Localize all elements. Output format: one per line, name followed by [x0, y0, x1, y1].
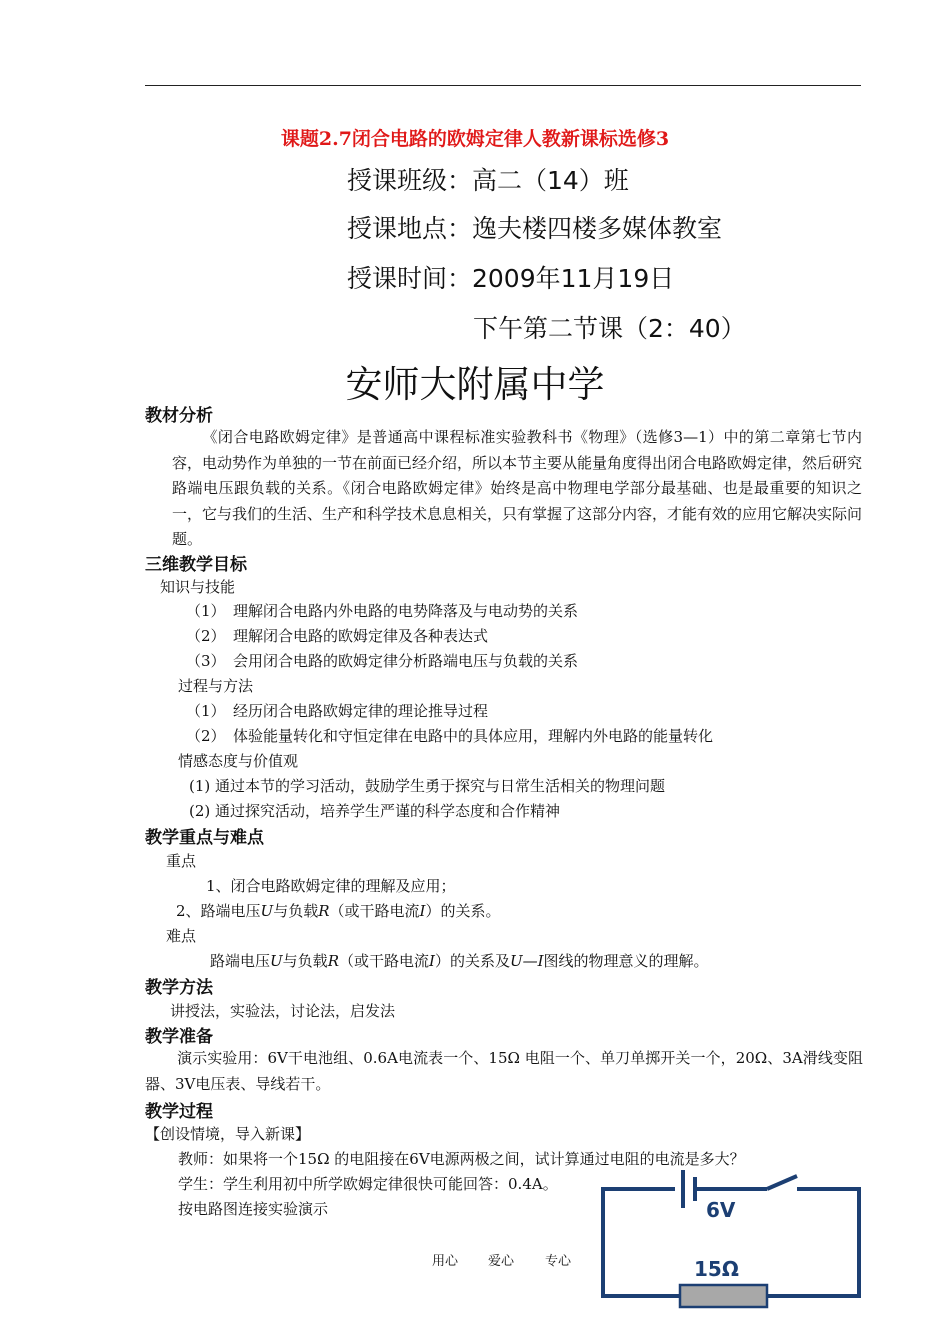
- emotion-item: (1) 通过本节的学习活动，鼓励学生勇于探究与日常生活相关的物理问题: [189, 777, 666, 795]
- material-text: 《闭合电路欧姆定律》是普通高中课程标准实验教科书《物理》（选修3—1）中的第二章第七节内容，电动势作为单独的一节在前面已经介绍，所以本节主要从能量角度得出闭合电路欧姆定律，然后研究路端电压跟负载的关系。《闭合电路欧姆定律》始终是高中物理电学部分最基础、也是最重要的知识之一，它与我们的生活、生产和科学技术息息相关，只有掌握了这部分内容，才能有效的应用它解决实际问题。: [172, 428, 863, 548]
- time-line-2: 下午第二节课（2：40）: [473, 314, 746, 343]
- knowledge-item: （3） 会用闭合电路的欧姆定律分析路端电压与负载的关系: [186, 652, 579, 670]
- method-text: 讲授法，实验法，讨论法，启发法: [170, 1002, 396, 1020]
- switch-blade: [767, 1176, 797, 1189]
- time-line: 授课时间：2009年11月19日: [347, 264, 675, 293]
- process-heading: 教学过程: [145, 1102, 213, 1122]
- prep-text: 演示实验用：6V干电池组、0.6A电流表一个、15Ω 电阻一个、单刀单掷开关一个，20Ω、3A滑线变阻器、3V电压表、导线若干。: [145, 1049, 863, 1093]
- emotion-item: (2) 通过探究活动，培养学生严谨的科学态度和合作精神: [189, 802, 561, 820]
- process-item: （2） 体验能量转化和守恒定律在电路中的具体应用，理解内外电路的能量转化: [186, 727, 714, 745]
- place-line: 授课地点：逸夫楼四楼多媒体教室: [347, 214, 723, 243]
- footer-word: 专心: [545, 1254, 572, 1269]
- battery-label: 6V: [706, 1198, 736, 1222]
- student-line: 学生：学生利用初中所学欧姆定律很快可能回答：0.4A。: [178, 1175, 558, 1193]
- material-paragraph: [172, 425, 862, 553]
- knowledge-item: （1） 理解闭合电路内外电路的电势降落及与电动势的关系: [186, 602, 579, 620]
- material-heading: 教材分析: [145, 406, 213, 426]
- focus-item-2: 2、路端电压U与负载R（或干路电流I）的关系。: [176, 902, 501, 920]
- method-heading: 教学方法: [145, 978, 213, 998]
- resistor-label: 15Ω: [694, 1257, 739, 1281]
- process-label: 过程与方法: [178, 677, 254, 695]
- section-title: 【创设情境，导入新课】: [145, 1125, 311, 1143]
- focus-label: 重点: [166, 852, 197, 870]
- circuit-diagram: [595, 1168, 875, 1318]
- lesson-title: 课题2.7闭合电路的欧姆定律人教新课标选修3: [280, 128, 670, 150]
- footer-word: 用心: [432, 1254, 459, 1269]
- header-rule: [145, 85, 861, 86]
- emotion-label: 情感态度与价值观: [178, 752, 299, 770]
- resistor: [680, 1285, 767, 1307]
- demo-line: 按电路图连接实验演示: [178, 1200, 329, 1218]
- focus-item-1: 1、闭合电路欧姆定律的理解及应用；: [206, 877, 456, 895]
- prep-heading: 教学准备: [145, 1027, 213, 1047]
- school-name: 安师大附属中学: [345, 363, 605, 406]
- prep-paragraph: [145, 1046, 863, 1097]
- key-heading: 教学重点与难点: [145, 828, 264, 848]
- difficulty-item: 路端电压U与负载R（或干路电流I）的关系及U—I图线的物理意义的理解。: [210, 952, 709, 970]
- footer-word: 爱心: [488, 1254, 515, 1269]
- difficulty-label: 难点: [166, 927, 197, 945]
- process-item: （1） 经历闭合电路欧姆定律的理论推导过程: [186, 702, 489, 720]
- knowledge-item: （2） 理解闭合电路的欧姆定律及各种表达式: [186, 627, 489, 645]
- class-line: 授课班级：高二（14）班: [347, 166, 629, 195]
- goals-heading: 三维教学目标: [145, 555, 247, 575]
- knowledge-label: 知识与技能: [160, 578, 236, 596]
- teacher-line: 教师：如果将一个15Ω 的电阻接在6V电源两极之间，试计算通过电阻的电流是多大？: [178, 1150, 745, 1168]
